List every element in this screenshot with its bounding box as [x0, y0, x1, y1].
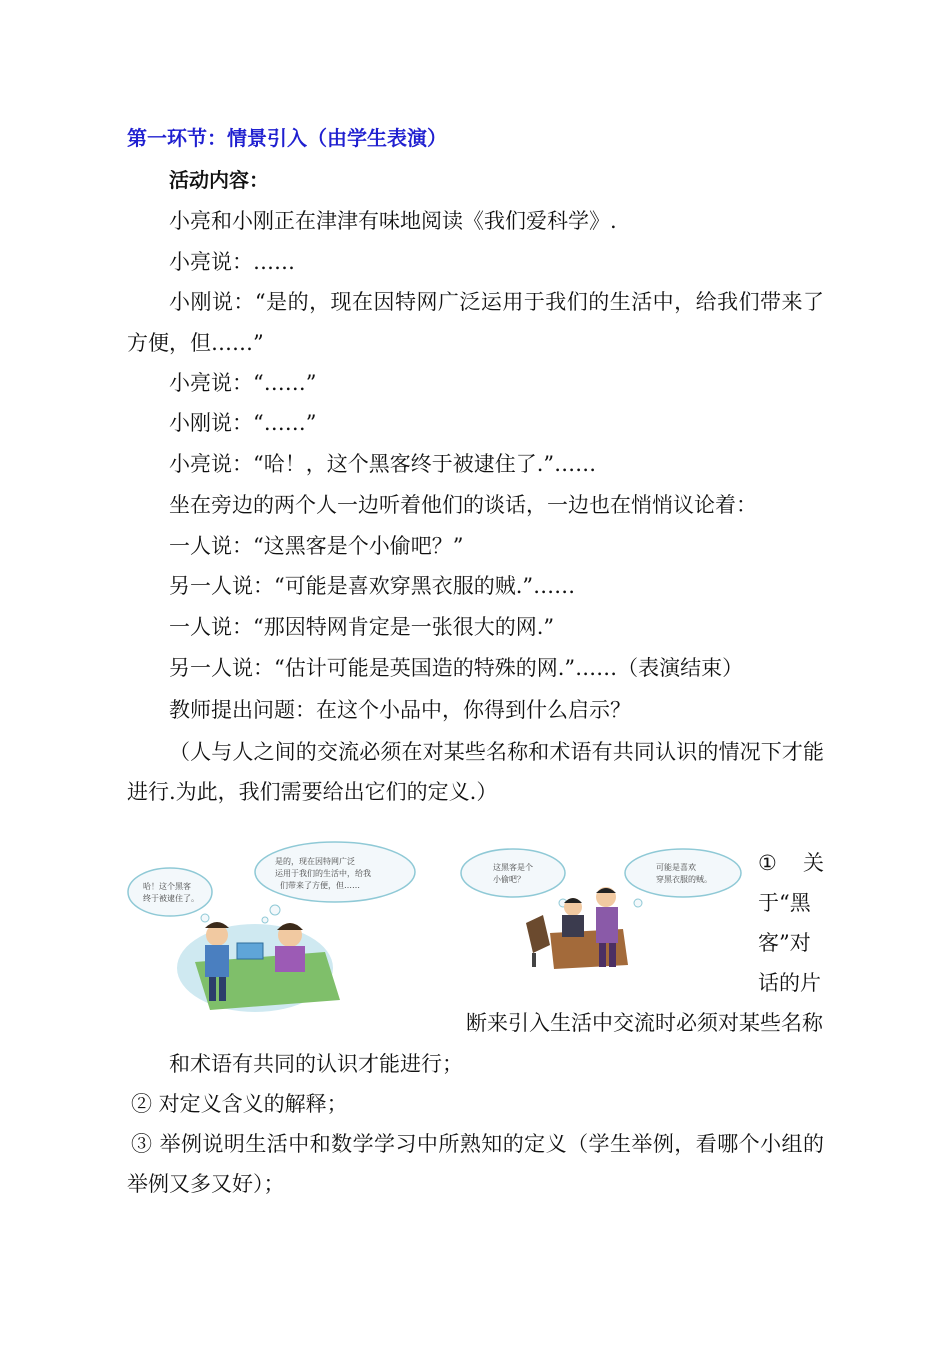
bubble-text: 终于被逮住了。	[143, 894, 199, 903]
paragraph: 小亮说：“……”	[169, 371, 317, 395]
boy-body	[205, 945, 229, 977]
man-body	[562, 915, 584, 937]
side-text: 话的片	[758, 971, 821, 995]
bubble-text: 是的，现在因特网广泛	[275, 857, 355, 866]
paragraph-continuation: 进行.为此，我们需要给出它们的定义.）	[127, 780, 498, 804]
paragraph: 和术语有共同的认识才能进行；	[169, 1052, 463, 1076]
bubble-text: 可能是喜欢	[656, 863, 696, 872]
illustration-reading-scene	[125, 840, 430, 1015]
list-item: ② 对定义含义的解释；	[131, 1092, 348, 1116]
paragraph: 坐在旁边的两个人一边听着他们的谈话，一边也在悄悄议论着：	[169, 493, 757, 517]
paragraph: （人与人之间的交流必须在对某些名称和术语有共同认识的情况下才能	[169, 740, 824, 764]
paragraph: 另一人说：“可能是喜欢穿黑衣服的贼.”……	[169, 574, 576, 598]
paragraph: 小亮和小刚正在津津有味地阅读《我们爱科学》.	[169, 209, 617, 233]
side-text-column	[758, 843, 824, 1003]
activity-label: 活动内容：	[169, 168, 269, 192]
speech-bubble	[461, 849, 565, 897]
side-text: 客”对	[758, 931, 811, 955]
circled-number: ①	[758, 851, 777, 875]
paragraph: 小亮说：“哈！，这个黑客终于被逮住了.”……	[169, 452, 597, 476]
side-text: 于“黑	[758, 891, 811, 915]
side-text: 关	[803, 851, 824, 875]
bubble-text: 运用于我们的生活中，给我	[275, 869, 371, 878]
paragraph: 小亮说：……	[169, 250, 295, 274]
paragraph: 一人说：“那因特网肯定是一张很大的网.”	[169, 615, 555, 639]
list-item: ③ 举例说明生活中和数学学习中所熟知的定义（学生举例，看哪个小组的	[131, 1132, 824, 1156]
paragraph: 另一人说：“估计可能是英国造的特殊的网.”……（表演结束）	[169, 656, 744, 680]
bubble-text: 这黑客是个	[493, 863, 533, 872]
speech-bubble	[128, 868, 212, 916]
paragraph-continuation: 方便，但……”	[127, 331, 264, 355]
paragraph: 小刚说：“……”	[169, 411, 317, 435]
paragraph: 断来引入生活中交流时必须对某些名称	[466, 1011, 823, 1035]
paragraph: 教师提出问题：在这个小品中，你得到什么启示？	[169, 698, 631, 722]
paragraph: 一人说：“这黑客是个小偷吧？”	[169, 534, 464, 558]
chair	[526, 915, 550, 953]
bubble-text: 哈！这个黑客	[143, 882, 191, 891]
paragraph-continuation: 举例又多又好）；	[127, 1172, 285, 1196]
speech-bubble	[625, 849, 741, 897]
bubble-text: 们带来了方便，但……	[280, 881, 360, 890]
section-heading: 第一环节：情景引入（由学生表演）	[127, 126, 447, 150]
illustration-office-scene	[458, 845, 743, 975]
bubble-text: 穿黑衣服的贼。	[656, 875, 712, 884]
paragraph: 小刚说：“是的，现在因特网广泛运用于我们的生活中，给我们带来了	[169, 290, 824, 314]
man-body	[596, 907, 618, 943]
boy-body	[275, 946, 305, 972]
bubble-text: 小偷吧？	[493, 875, 525, 884]
